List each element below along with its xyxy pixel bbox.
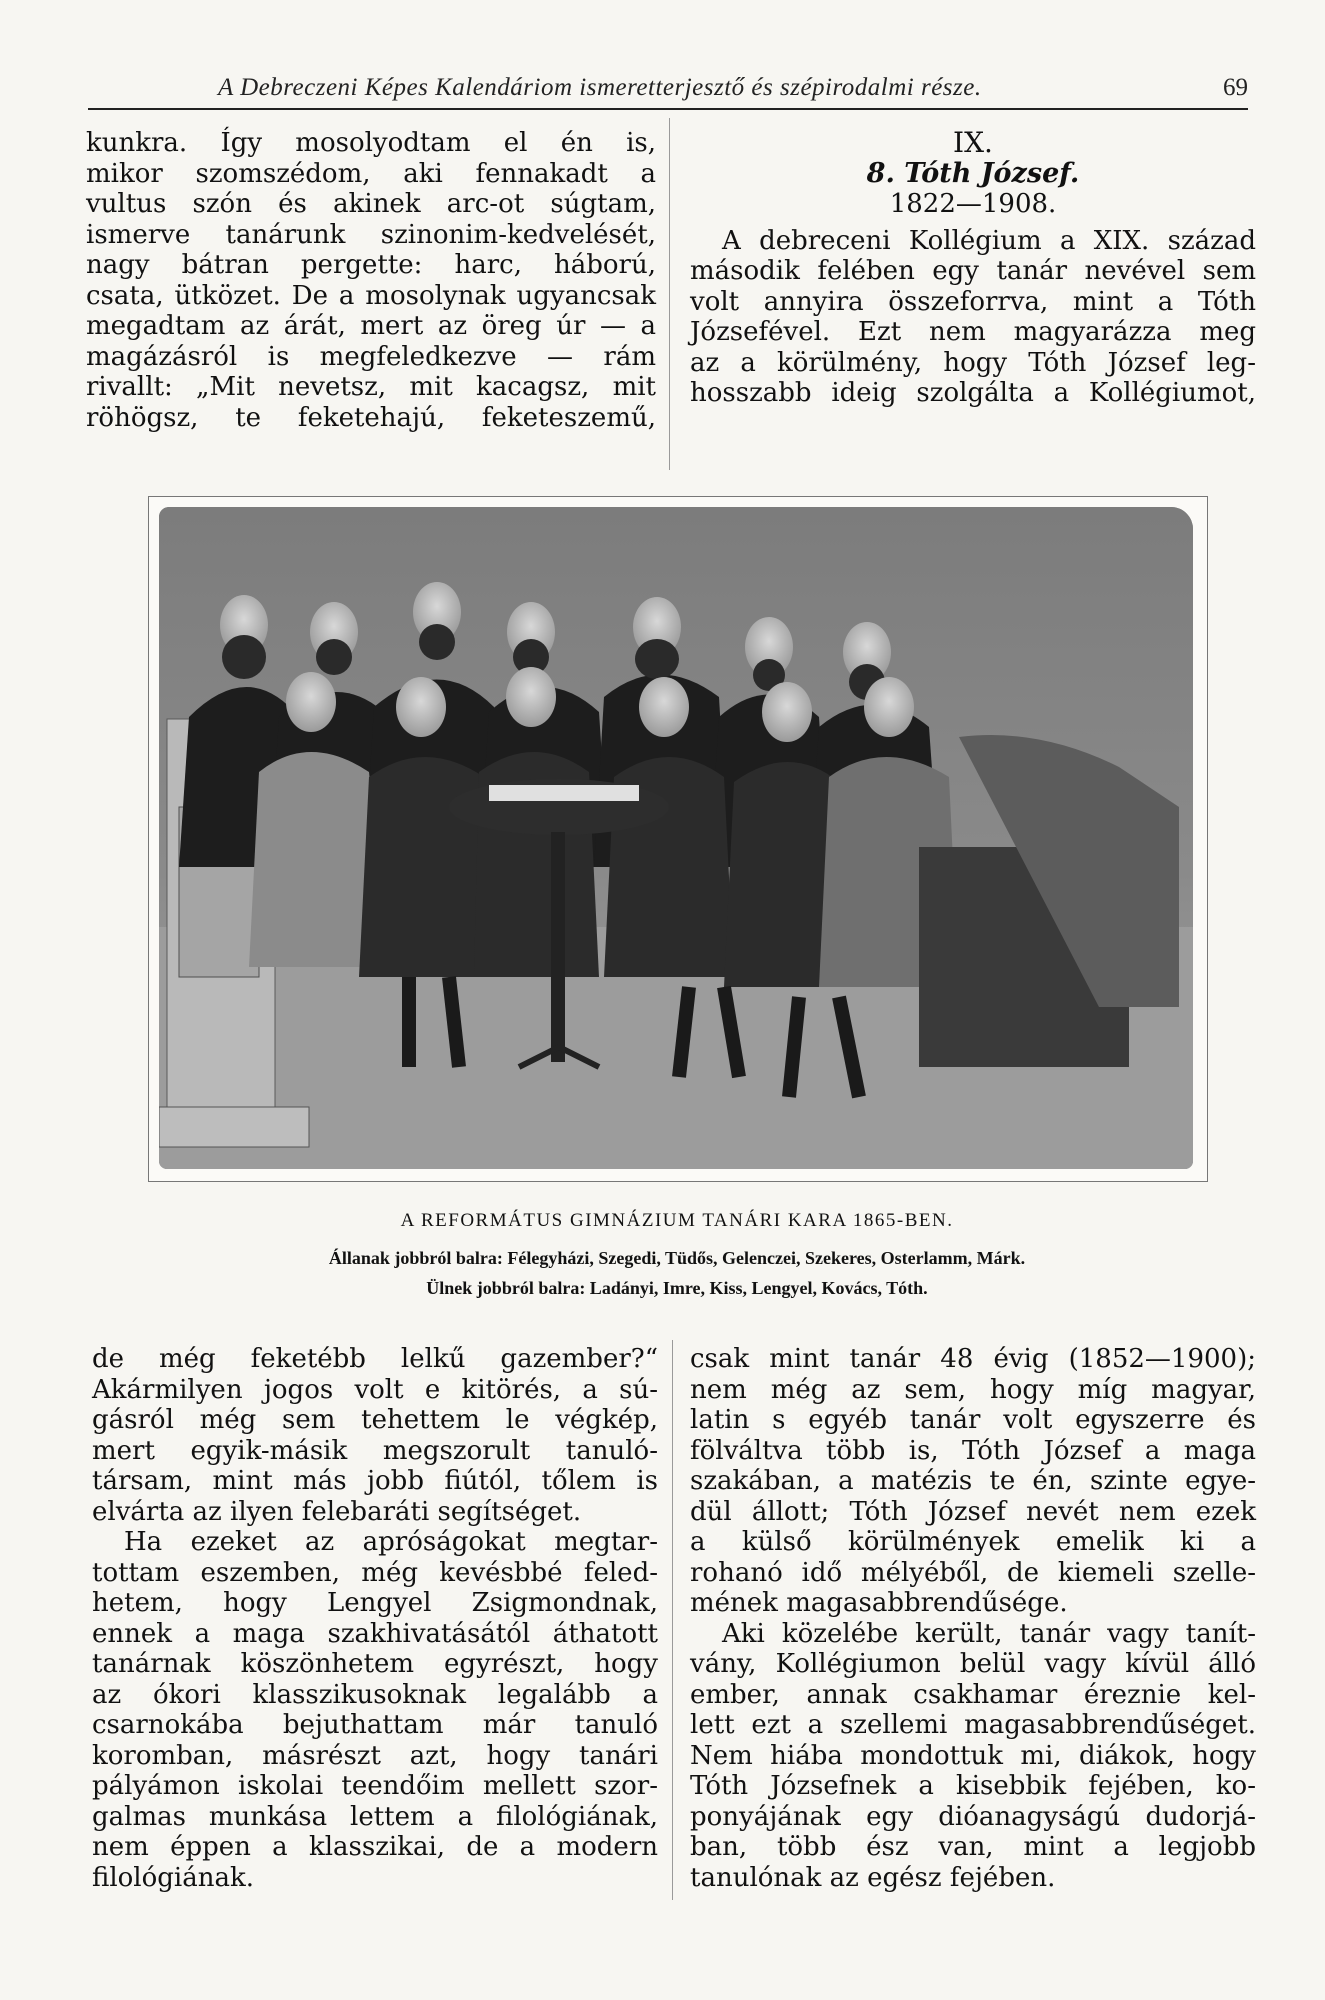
text-line: lett ezt a szellemi magasabbrendűséget. bbox=[690, 1710, 1256, 1740]
bottom-right-column bbox=[690, 1344, 1256, 1893]
photo-image bbox=[159, 507, 1193, 1169]
text-line: ponyájának egy dióanagyságú dudorjá- bbox=[690, 1801, 1256, 1832]
text-line: az a körülmény, hogy Tóth József leg- bbox=[690, 347, 1256, 378]
text-line: nem még az sem, hogy míg magyar, bbox=[690, 1374, 1256, 1405]
text-line: vány, Kollégiumon belül vagy kívül álló bbox=[690, 1649, 1256, 1679]
top-right-column bbox=[690, 128, 1256, 409]
text-line: hetem, hogy Lengyel Zsigmondnak, bbox=[92, 1588, 658, 1618]
text-line: koromban, másrészt azt, hogy tanári bbox=[92, 1740, 658, 1771]
text-line: szakában, a matézis te én, szinte egye- bbox=[690, 1466, 1256, 1496]
text-line: Ha ezeket az apróságokat megtar- bbox=[124, 1527, 658, 1557]
section-years: 1822—1908. bbox=[889, 189, 1057, 219]
text-line: ismerve tanárunk szinonim-kedvelését, bbox=[86, 219, 656, 250]
text-line: nem éppen a klasszikai, de a modern bbox=[92, 1832, 658, 1862]
text-line: ember, annak csakhamar éreznie kel- bbox=[690, 1679, 1256, 1710]
text-line: volt annyira összeforrva, mint a Tóth bbox=[690, 286, 1256, 317]
section-title: 8. Tóth József. bbox=[866, 157, 1080, 189]
running-header bbox=[88, 68, 1248, 110]
text-line: elvárta az ilyen felebaráti segítséget. bbox=[92, 1496, 582, 1527]
text-line: latin s egyéb tanár volt egyszerre és bbox=[690, 1405, 1256, 1435]
top-left-column bbox=[86, 128, 656, 433]
text-line: ban, több ész van, mint a legjobb bbox=[690, 1832, 1256, 1862]
column-divider bbox=[672, 1340, 673, 1900]
text-line: társam, mint más jobb fiútól, tőlem is bbox=[92, 1466, 658, 1496]
text-line: vultus szón és akinek arc-ot súgtam, bbox=[86, 189, 656, 219]
running-title: A Debreczeni Képes Kalendáriom ismeretterjesztő és szépirodalmi része. bbox=[218, 74, 982, 101]
text-line: tanárnak köszönhetem egyrészt, hogy bbox=[92, 1649, 658, 1679]
text-line: mének magasabbrendűsége. bbox=[690, 1588, 1068, 1618]
text-line: csarnokába bejuthattam már tanuló bbox=[92, 1710, 658, 1740]
caption-title: A REFORMÁTUS GIMNÁZIUM TANÁRI KARA 1865-BEN. bbox=[400, 1210, 954, 1231]
text-line: hosszabb ideig szolgálta a Kollégiumot, bbox=[690, 378, 1256, 408]
caption-standing: Állanak jobbról balra: Félegyházi, Szegedi, Tüdős, Gelenczei, Szekeres, Osterlamm, Márk. bbox=[328, 1248, 1026, 1268]
text-line: fölváltva több is, Tóth József a maga bbox=[690, 1435, 1256, 1466]
text-line: rohanó idő mélyéből, de kiemeli szelle- bbox=[690, 1557, 1256, 1588]
text-line: filológiának. bbox=[92, 1862, 255, 1893]
text-line: kunkra. Így mosolyodtam el én is, bbox=[86, 128, 656, 158]
text-line: Aki közelébe került, tanár vagy tanít- bbox=[722, 1618, 1256, 1649]
text-line: az ókori klasszikusoknak legalább a bbox=[92, 1679, 658, 1710]
column-divider bbox=[669, 118, 670, 470]
text-line: dül állott; Tóth József nevét nem ezek bbox=[690, 1496, 1256, 1527]
text-line: de még feketébb lelkű gazember?“ bbox=[92, 1344, 658, 1374]
text-line: mikor szomszédom, aki fennakadt a bbox=[86, 158, 656, 189]
section-number: IX. bbox=[953, 126, 993, 159]
text-line: megadtam az árát, mert az öreg úr — a bbox=[86, 311, 656, 341]
caption-sitting: Ülnek jobbról balra: Ladányi, Imre, Kiss, Lengyel, Kovács, Tóth. bbox=[426, 1278, 928, 1298]
text-line: galmas munkása lettem a filológiának, bbox=[92, 1801, 658, 1832]
text-line: tanulónak az egész fejében. bbox=[690, 1862, 1056, 1893]
bottom-left-column bbox=[92, 1344, 658, 1893]
text-line: nagy bátran pergette: harc, háború, bbox=[86, 250, 656, 280]
text-line: mert egyik-másik megszorult tanuló- bbox=[92, 1435, 658, 1466]
text-line: csata, ütközet. De a mosolynak ugyancsak bbox=[86, 280, 656, 311]
text-line: Nem hiába mondottuk mi, diákok, hogy bbox=[690, 1740, 1256, 1771]
text-line: A debreceni Kollégium a XIX. század bbox=[722, 225, 1256, 256]
text-line: gásról még sem tehettem le végkép, bbox=[92, 1405, 658, 1435]
group-photograph bbox=[148, 496, 1208, 1182]
text-line: Akármilyen jogos volt e kitörés, a sú- bbox=[92, 1374, 658, 1405]
text-line: Józsefével. Ezt nem magyarázza meg bbox=[690, 317, 1256, 347]
page-number: 69 bbox=[1223, 74, 1248, 101]
text-line: pályámon iskolai teendőim mellett szor- bbox=[92, 1771, 658, 1801]
text-line: Tóth Józsefnek a kisebbik fejében, ko- bbox=[690, 1771, 1256, 1801]
text-line: második felében egy tanár nevével sem bbox=[690, 256, 1256, 286]
text-line: rivallt: „Mit nevetsz, mit kacagsz, mit bbox=[86, 372, 656, 402]
text-line: csak mint tanár 48 évig (1852—1900); bbox=[690, 1344, 1256, 1374]
text-line: tottam eszemben, még kevésbbé feled- bbox=[92, 1557, 658, 1588]
text-line: magázásról is megfeledkezve — rám bbox=[86, 341, 656, 372]
text-line: ennek a maga szakhivatásától áthatott bbox=[92, 1618, 658, 1649]
text-line: a külső körülmények emelik ki a bbox=[690, 1527, 1256, 1557]
text-line: röhögsz, te feketehajú, feketeszemű, bbox=[86, 402, 656, 433]
